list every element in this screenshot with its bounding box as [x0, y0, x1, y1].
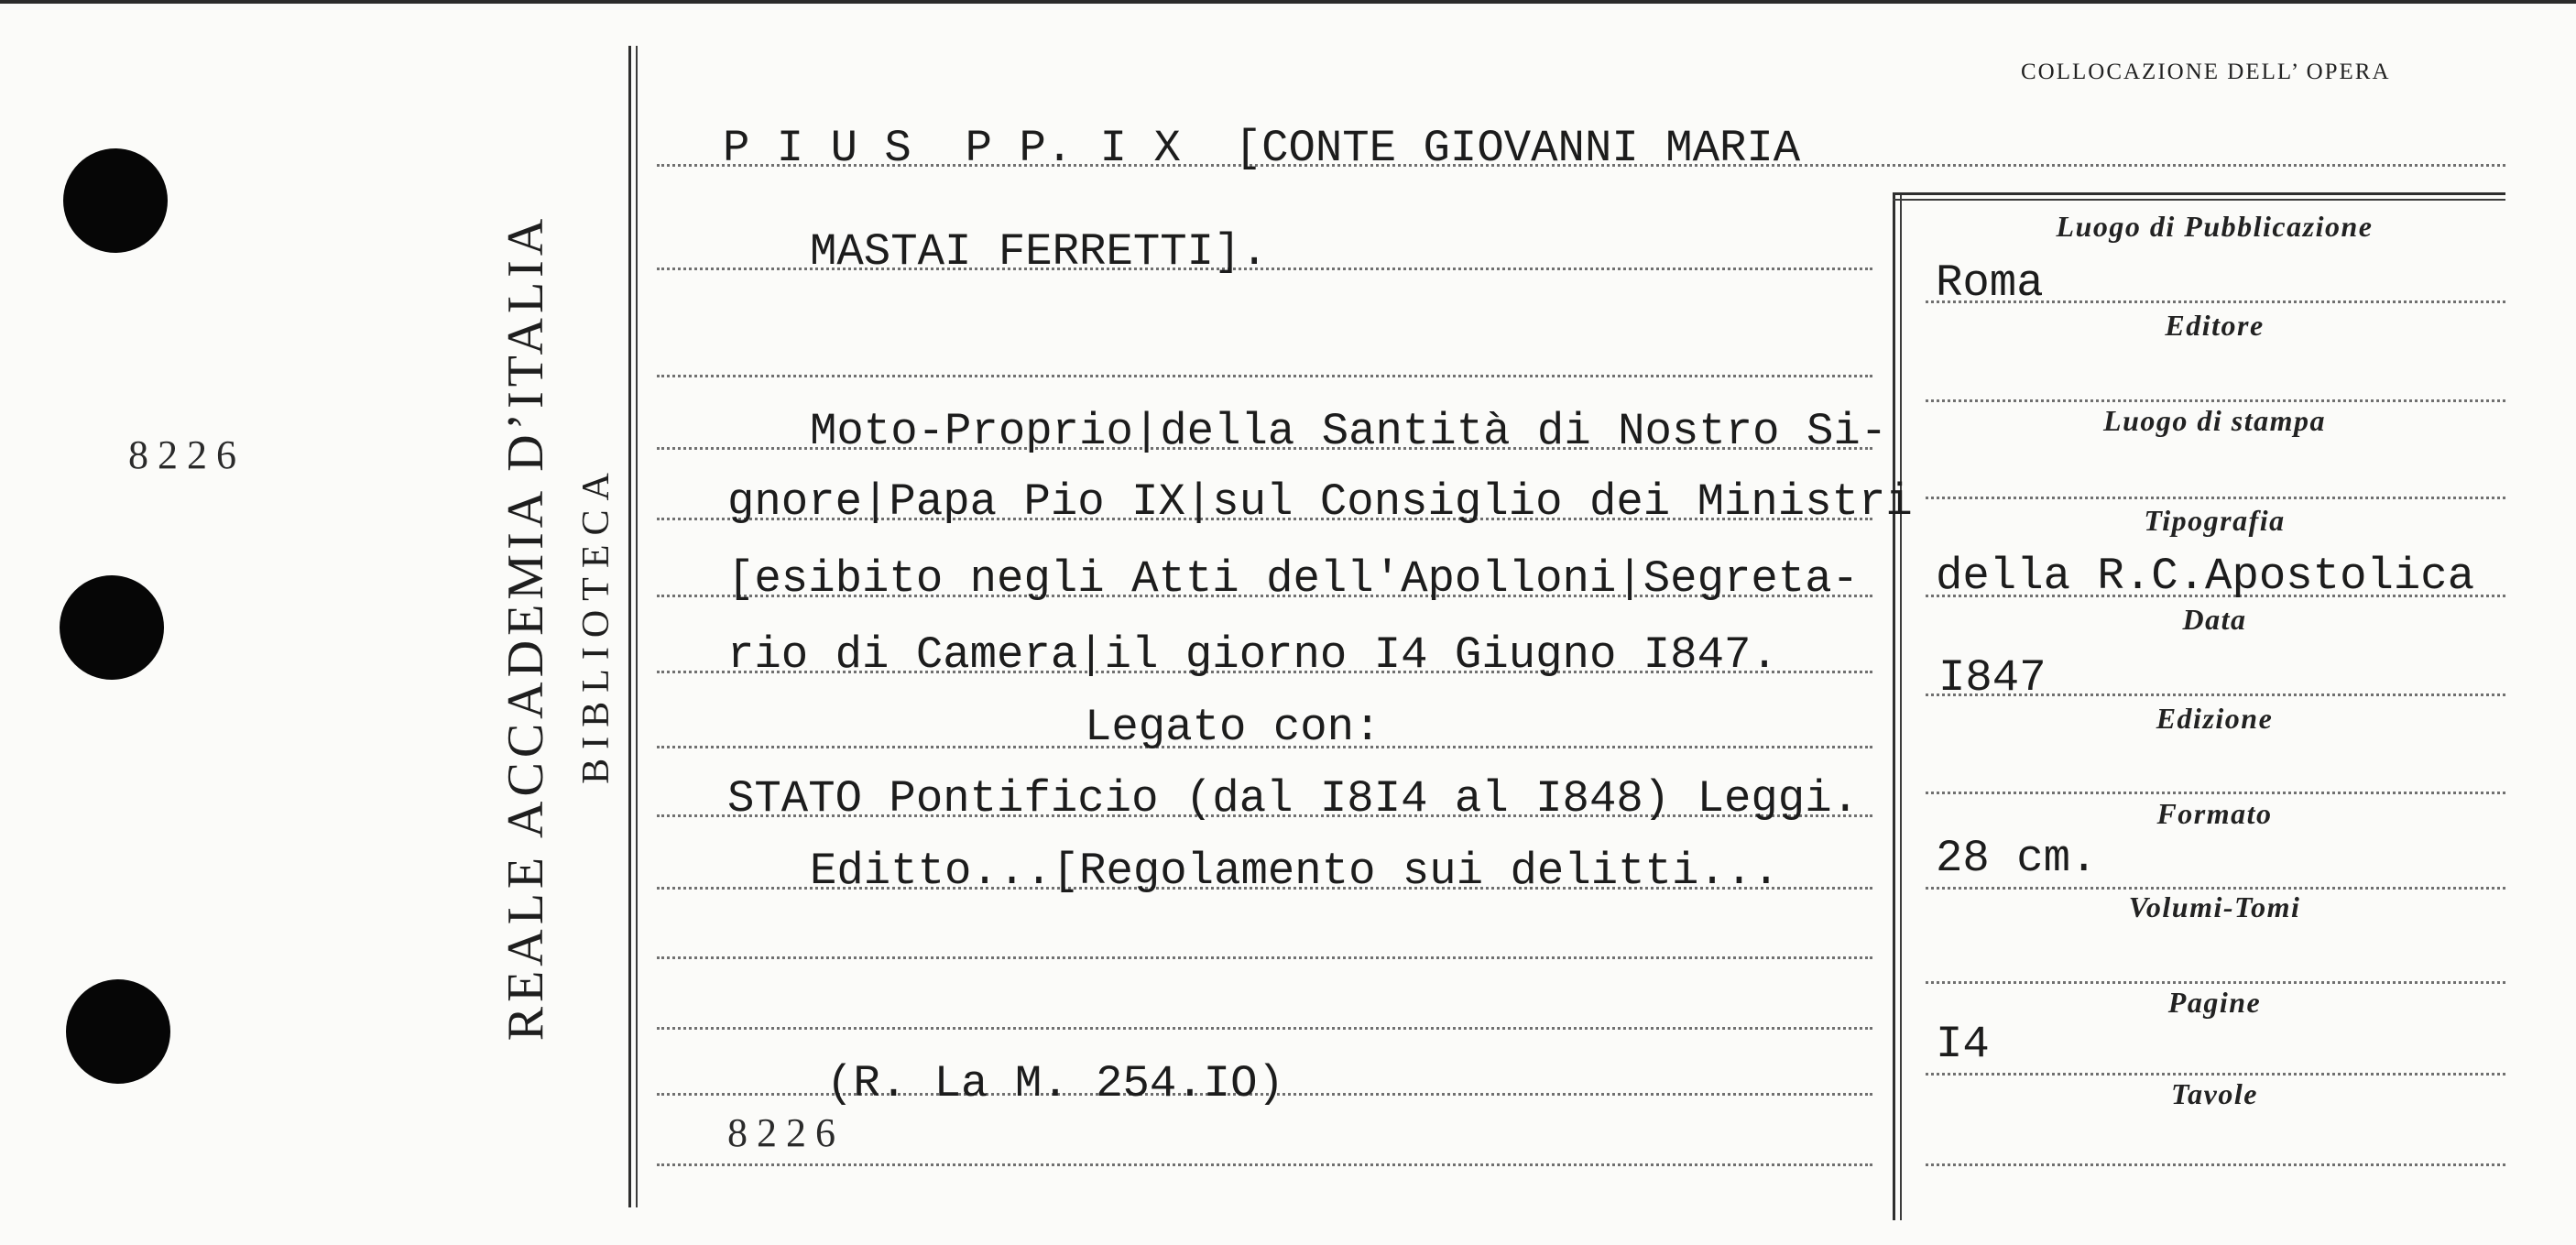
dotted-rule — [1926, 399, 2505, 402]
value-printer: della R.C.Apostolica — [1936, 551, 2475, 602]
dotted-rule — [1926, 981, 2505, 984]
author-line: MASTAI FERRETTI]. — [810, 226, 1268, 278]
punch-hole — [63, 148, 168, 253]
punch-hole — [60, 575, 164, 680]
label-volumes: Volumi-Tomi — [2128, 890, 2301, 923]
dotted-rule — [1926, 792, 2505, 794]
value-pages: I4 — [1936, 1019, 1990, 1070]
bound-with-line: STATO Pontificio (dal I8I4 al I848) Leggi. — [727, 773, 1860, 825]
label-printing-place: Luogo di stampa — [2103, 404, 2326, 437]
label-pages: Pagine — [2167, 986, 2262, 1019]
label-publication-place: Luogo di Pubblicazione — [2056, 210, 2374, 243]
bound-with-line: Editto...[Regolamento sui delitti... — [810, 846, 1780, 897]
details-box-left-border — [1893, 192, 1902, 1220]
institution-name: REALE ACCADEMIA D’ITALIA — [497, 213, 554, 1042]
margin-divider — [628, 46, 638, 1207]
dotted-rule — [657, 375, 1872, 377]
label-edition: Edizione — [2156, 702, 2274, 735]
library-name: BIBLIOTECA — [575, 464, 617, 784]
dotted-rule — [1926, 887, 2505, 890]
label-printer: Tipografia — [2144, 504, 2286, 537]
label-plates: Tavole — [2171, 1077, 2258, 1110]
value-date: I847 — [1938, 652, 2047, 704]
details-box-top-border — [1893, 192, 2505, 201]
author-line: P I U S P P. I X [CONTE GIOVANNI MARIA — [723, 123, 1801, 174]
label-format: Formato — [2156, 797, 2273, 830]
value-format: 28 cm. — [1936, 833, 2098, 884]
dotted-rule — [1926, 1163, 2505, 1166]
title-line: [esibito negli Atti dell'Apolloni|Segreta- — [727, 553, 1860, 605]
dotted-rule — [657, 956, 1872, 959]
shelf-mark: (R. La M. 254.IO) — [826, 1058, 1284, 1109]
label-publisher: Editore — [2165, 309, 2265, 342]
punch-hole — [66, 979, 170, 1084]
dotted-rule — [657, 1027, 1872, 1030]
title-line: gnore|Papa Pio IX|sul Consiglio dei Ministri — [727, 476, 1913, 528]
bound-with-label: Legato con: — [1085, 702, 1381, 753]
title-line: Moto-Proprio|della Santità di Nostro Si- — [810, 406, 1888, 457]
location-header: COLLOCAZIONE DELL’ OPERA — [2021, 60, 2391, 84]
label-date: Data — [2182, 603, 2247, 636]
inventory-number-left: 8226 — [128, 432, 246, 477]
value-publication-place: Roma — [1936, 257, 2044, 309]
dotted-rule — [1926, 497, 2505, 499]
card-top-edge — [0, 0, 2576, 4]
dotted-rule — [1926, 1073, 2505, 1076]
inventory-number-bottom: 8226 — [727, 1110, 845, 1155]
title-line: rio di Camera|il giorno I4 Giugno I847. — [727, 629, 1778, 681]
dotted-rule — [657, 1163, 1872, 1166]
